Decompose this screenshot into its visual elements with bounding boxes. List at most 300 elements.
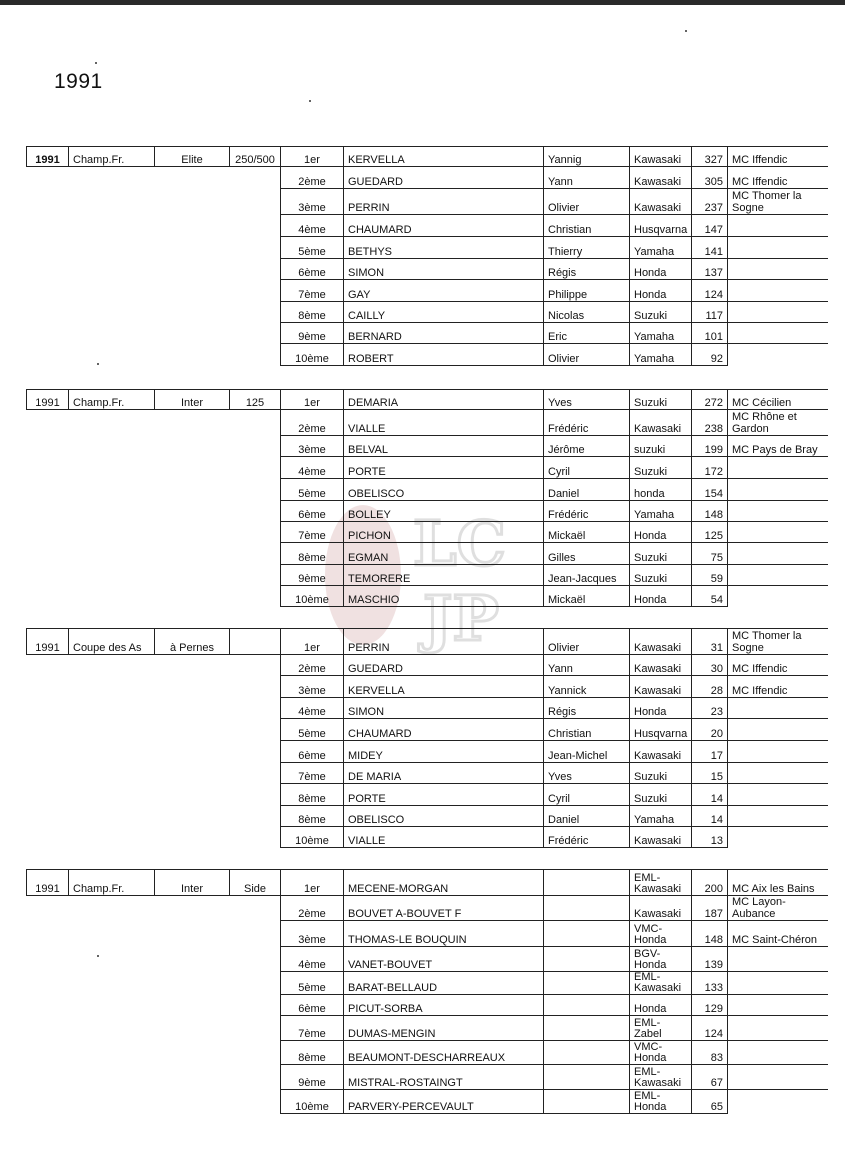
brand-cell: suzuki xyxy=(630,436,692,457)
points-cell: 154 xyxy=(692,479,728,501)
rank-cell: 9ème xyxy=(281,565,344,586)
brand-cell: Kawasaki xyxy=(630,147,692,167)
rider-name-cell: VANET-BOUVET xyxy=(344,947,544,972)
competition-cell: Champ.Fr. xyxy=(69,147,155,167)
rider-name-cell: DUMAS-MENGIN xyxy=(344,1016,544,1041)
rider-name-cell: OBELISCO xyxy=(344,806,544,827)
empty-cell xyxy=(230,259,281,280)
club-cell xyxy=(728,565,828,586)
table-row xyxy=(27,147,828,167)
empty-cell xyxy=(155,1041,230,1065)
category-cell: à Pernes xyxy=(155,629,230,655)
empty-cell xyxy=(155,167,230,189)
rank-cell: 10ème xyxy=(281,344,344,366)
empty-cell xyxy=(230,1090,281,1114)
table-row xyxy=(27,947,828,972)
club-cell: MC Thomer la Sogne xyxy=(728,629,828,655)
rank-cell: 3ème xyxy=(281,921,344,947)
empty-cell xyxy=(27,457,69,479)
rank-cell: 6ème xyxy=(281,259,344,280)
rider-firstname-cell: Régis xyxy=(544,698,630,719)
table-row xyxy=(27,457,828,479)
empty-cell xyxy=(69,323,155,344)
empty-cell xyxy=(155,676,230,698)
table-row xyxy=(27,280,828,302)
table-row xyxy=(27,543,828,565)
empty-cell xyxy=(69,280,155,302)
year-cell: 1991 xyxy=(27,629,69,655)
empty-cell xyxy=(27,189,69,215)
rank-cell: 8ème xyxy=(281,302,344,323)
table-row xyxy=(27,189,828,215)
empty-cell xyxy=(27,586,69,607)
rider-firstname-cell: Régis xyxy=(544,259,630,280)
empty-cell xyxy=(27,259,69,280)
empty-cell xyxy=(230,302,281,323)
empty-cell xyxy=(155,947,230,972)
brand-cell: EML-Zabel xyxy=(630,1016,692,1041)
rank-cell: 5ème xyxy=(281,719,344,741)
brand-cell: EML-Honda xyxy=(630,1090,692,1114)
club-cell: MC Layon-Aubance xyxy=(728,896,828,921)
rank-cell: 7ème xyxy=(281,763,344,784)
rider-name-cell: MECENE-MORGAN xyxy=(344,870,544,896)
points-cell: 15 xyxy=(692,763,728,784)
rider-name-cell: TEMORERE xyxy=(344,565,544,586)
club-cell xyxy=(728,237,828,259)
points-cell: 147 xyxy=(692,215,728,237)
category-cell: Inter xyxy=(155,390,230,410)
rider-firstname-cell xyxy=(544,995,630,1016)
rider-name-cell: PORTE xyxy=(344,784,544,806)
club-cell xyxy=(728,586,828,607)
empty-cell xyxy=(69,344,155,366)
club-cell xyxy=(728,259,828,280)
table-row xyxy=(27,698,828,719)
rider-firstname-cell: Daniel xyxy=(544,806,630,827)
empty-cell xyxy=(155,215,230,237)
table-row xyxy=(27,676,828,698)
empty-cell xyxy=(155,302,230,323)
empty-cell xyxy=(230,565,281,586)
empty-cell xyxy=(155,1065,230,1090)
rider-firstname-cell: Christian xyxy=(544,215,630,237)
table-row xyxy=(27,259,828,280)
results-block xyxy=(26,869,828,1114)
empty-cell xyxy=(27,237,69,259)
empty-cell xyxy=(155,995,230,1016)
rider-name-cell: DE MARIA xyxy=(344,763,544,784)
club-cell xyxy=(728,543,828,565)
empty-cell xyxy=(69,457,155,479)
empty-cell xyxy=(69,189,155,215)
rank-cell: 8ème xyxy=(281,1041,344,1065)
empty-cell xyxy=(69,763,155,784)
club-cell xyxy=(728,741,828,763)
empty-cell xyxy=(27,1090,69,1114)
empty-cell xyxy=(230,719,281,741)
table-row xyxy=(27,390,828,410)
club-cell xyxy=(728,972,828,995)
club-cell xyxy=(728,995,828,1016)
rank-cell: 7ème xyxy=(281,280,344,302)
page-year-title: 1991 xyxy=(54,70,103,93)
rider-firstname-cell: Olivier xyxy=(544,629,630,655)
empty-cell xyxy=(69,586,155,607)
club-cell: MC Pays de Bray xyxy=(728,436,828,457)
category-cell: Inter xyxy=(155,870,230,896)
points-cell: 200 xyxy=(692,870,728,896)
rider-name-cell: BOUVET A-BOUVET F xyxy=(344,896,544,921)
empty-cell xyxy=(27,167,69,189)
empty-cell xyxy=(69,676,155,698)
rider-firstname-cell: Olivier xyxy=(544,344,630,366)
club-cell xyxy=(728,763,828,784)
rider-name-cell: EGMAN xyxy=(344,543,544,565)
points-cell: 137 xyxy=(692,259,728,280)
rider-name-cell: BARAT-BELLAUD xyxy=(344,972,544,995)
empty-cell xyxy=(155,896,230,921)
empty-cell xyxy=(27,344,69,366)
empty-cell xyxy=(230,763,281,784)
rider-firstname-cell: Cyril xyxy=(544,784,630,806)
club-cell xyxy=(728,457,828,479)
empty-cell xyxy=(27,995,69,1016)
table-row xyxy=(27,763,828,784)
empty-cell xyxy=(230,1065,281,1090)
club-cell xyxy=(728,1090,828,1114)
empty-cell xyxy=(27,784,69,806)
points-cell: 148 xyxy=(692,501,728,522)
empty-cell xyxy=(69,741,155,763)
club-cell xyxy=(728,501,828,522)
table-row xyxy=(27,501,828,522)
empty-cell xyxy=(69,302,155,323)
rank-cell: 5ème xyxy=(281,972,344,995)
table-row xyxy=(27,586,828,607)
empty-cell xyxy=(230,676,281,698)
brand-cell: VMC-Honda xyxy=(630,921,692,947)
empty-cell xyxy=(69,806,155,827)
table-row xyxy=(27,629,828,655)
club-cell: MC Thomer la Sogne xyxy=(728,189,828,215)
empty-cell xyxy=(155,479,230,501)
club-cell: MC Iffendic xyxy=(728,676,828,698)
empty-cell xyxy=(69,565,155,586)
empty-cell xyxy=(69,896,155,921)
table-row xyxy=(27,565,828,586)
empty-cell xyxy=(69,522,155,543)
rider-name-cell: VIALLE xyxy=(344,410,544,436)
rider-firstname-cell: Jean-Jacques xyxy=(544,565,630,586)
rank-cell: 10ème xyxy=(281,586,344,607)
rank-cell: 8ème xyxy=(281,543,344,565)
table-row xyxy=(27,522,828,543)
empty-cell xyxy=(230,280,281,302)
rider-firstname-cell: Yves xyxy=(544,763,630,784)
club-cell: MC Cécilien xyxy=(728,390,828,410)
brand-cell: EML-Kawasaki xyxy=(630,1065,692,1090)
club-cell xyxy=(728,827,828,848)
empty-cell xyxy=(27,806,69,827)
results-block xyxy=(26,389,828,607)
empty-cell xyxy=(69,1041,155,1065)
empty-cell xyxy=(230,827,281,848)
empty-cell xyxy=(230,410,281,436)
rider-name-cell: GUEDARD xyxy=(344,655,544,676)
rider-firstname-cell xyxy=(544,896,630,921)
brand-cell: Kawasaki xyxy=(630,741,692,763)
brand-cell: Suzuki xyxy=(630,763,692,784)
empty-cell xyxy=(155,457,230,479)
empty-cell xyxy=(155,698,230,719)
rank-cell: 1er xyxy=(281,147,344,167)
results-table xyxy=(26,869,828,1114)
table-row xyxy=(27,719,828,741)
results-block xyxy=(26,146,828,366)
points-cell: 117 xyxy=(692,302,728,323)
brand-cell: Kawasaki xyxy=(630,189,692,215)
rider-name-cell: KERVELLA xyxy=(344,147,544,167)
club-cell xyxy=(728,806,828,827)
empty-cell xyxy=(155,259,230,280)
empty-cell xyxy=(69,501,155,522)
club-cell xyxy=(728,719,828,741)
empty-cell xyxy=(69,784,155,806)
table-row xyxy=(27,972,828,995)
rider-name-cell: CHAUMARD xyxy=(344,215,544,237)
empty-cell xyxy=(155,1016,230,1041)
rider-firstname-cell xyxy=(544,972,630,995)
rank-cell: 2ème xyxy=(281,167,344,189)
rank-cell: 4ème xyxy=(281,698,344,719)
rider-name-cell: BETHYS xyxy=(344,237,544,259)
brand-cell: Kawasaki xyxy=(630,896,692,921)
empty-cell xyxy=(155,323,230,344)
year-cell: 1991 xyxy=(27,870,69,896)
points-cell: 20 xyxy=(692,719,728,741)
empty-cell xyxy=(69,995,155,1016)
empty-cell xyxy=(230,1041,281,1065)
empty-cell xyxy=(230,1016,281,1041)
empty-cell xyxy=(155,565,230,586)
rank-cell: 10ème xyxy=(281,827,344,848)
rider-firstname-cell xyxy=(544,1016,630,1041)
club-cell xyxy=(728,323,828,344)
empty-cell xyxy=(155,763,230,784)
empty-cell xyxy=(155,543,230,565)
points-cell: 65 xyxy=(692,1090,728,1114)
club-cell xyxy=(728,1041,828,1065)
empty-cell xyxy=(155,719,230,741)
rider-name-cell: SIMON xyxy=(344,259,544,280)
empty-cell xyxy=(69,972,155,995)
competition-cell: Champ.Fr. xyxy=(69,870,155,896)
results-table xyxy=(26,389,828,607)
empty-cell xyxy=(27,741,69,763)
points-cell: 14 xyxy=(692,806,728,827)
empty-cell xyxy=(27,719,69,741)
class-cell: Side xyxy=(230,870,281,896)
empty-cell xyxy=(27,501,69,522)
rider-name-cell: PERRIN xyxy=(344,629,544,655)
brand-cell: Honda xyxy=(630,586,692,607)
rider-name-cell: KERVELLA xyxy=(344,676,544,698)
empty-cell xyxy=(27,676,69,698)
brand-cell: Honda xyxy=(630,259,692,280)
empty-cell xyxy=(155,410,230,436)
empty-cell xyxy=(69,947,155,972)
table-row xyxy=(27,995,828,1016)
rider-name-cell: GAY xyxy=(344,280,544,302)
points-cell: 31 xyxy=(692,629,728,655)
rider-firstname-cell xyxy=(544,921,630,947)
rank-cell: 9ème xyxy=(281,1065,344,1090)
rider-firstname-cell: Gilles xyxy=(544,543,630,565)
club-cell xyxy=(728,1016,828,1041)
club-cell xyxy=(728,522,828,543)
points-cell: 17 xyxy=(692,741,728,763)
points-cell: 30 xyxy=(692,655,728,676)
empty-cell xyxy=(155,189,230,215)
brand-cell: Yamaha xyxy=(630,806,692,827)
brand-cell: Kawasaki xyxy=(630,655,692,676)
rider-name-cell: PERRIN xyxy=(344,189,544,215)
club-cell: MC Rhône et Gardon xyxy=(728,410,828,436)
rider-firstname-cell: Mickaël xyxy=(544,522,630,543)
empty-cell xyxy=(230,344,281,366)
scan-speck xyxy=(685,30,687,32)
brand-cell: EML-Kawasaki xyxy=(630,870,692,896)
results-table xyxy=(26,146,828,366)
empty-cell xyxy=(230,237,281,259)
empty-cell xyxy=(27,323,69,344)
brand-cell: Honda xyxy=(630,698,692,719)
brand-cell: Yamaha xyxy=(630,501,692,522)
rank-cell: 3ème xyxy=(281,436,344,457)
rank-cell: 7ème xyxy=(281,1016,344,1041)
rank-cell: 5ème xyxy=(281,237,344,259)
competition-cell: Coupe des As xyxy=(69,629,155,655)
year-cell: 1991 xyxy=(27,390,69,410)
empty-cell xyxy=(230,741,281,763)
table-row xyxy=(27,921,828,947)
empty-cell xyxy=(155,741,230,763)
points-cell: 305 xyxy=(692,167,728,189)
table-row xyxy=(27,655,828,676)
empty-cell xyxy=(230,189,281,215)
points-cell: 238 xyxy=(692,410,728,436)
brand-cell: Yamaha xyxy=(630,237,692,259)
empty-cell xyxy=(27,972,69,995)
empty-cell xyxy=(230,543,281,565)
empty-cell xyxy=(27,763,69,784)
empty-cell xyxy=(155,784,230,806)
empty-cell xyxy=(155,501,230,522)
brand-cell: Kawasaki xyxy=(630,167,692,189)
empty-cell xyxy=(69,410,155,436)
rank-cell: 1er xyxy=(281,390,344,410)
empty-cell xyxy=(230,479,281,501)
empty-cell xyxy=(69,215,155,237)
rider-firstname-cell xyxy=(544,870,630,896)
club-cell: MC Iffendic xyxy=(728,167,828,189)
empty-cell xyxy=(230,972,281,995)
rider-firstname-cell: Philippe xyxy=(544,280,630,302)
empty-cell xyxy=(230,947,281,972)
empty-cell xyxy=(27,436,69,457)
points-cell: 272 xyxy=(692,390,728,410)
table-row xyxy=(27,479,828,501)
rank-cell: 1er xyxy=(281,870,344,896)
empty-cell xyxy=(69,1065,155,1090)
rider-firstname-cell: Jérôme xyxy=(544,436,630,457)
empty-cell xyxy=(230,323,281,344)
brand-cell: Honda xyxy=(630,995,692,1016)
points-cell: 92 xyxy=(692,344,728,366)
top-border-line xyxy=(0,0,845,5)
brand-cell: Yamaha xyxy=(630,323,692,344)
points-cell: 327 xyxy=(692,147,728,167)
rider-firstname-cell: Olivier xyxy=(544,189,630,215)
empty-cell xyxy=(27,827,69,848)
rank-cell: 1er xyxy=(281,629,344,655)
points-cell: 67 xyxy=(692,1065,728,1090)
empty-cell xyxy=(27,302,69,323)
empty-cell xyxy=(27,479,69,501)
rank-cell: 8ème xyxy=(281,784,344,806)
rank-cell: 9ème xyxy=(281,323,344,344)
club-cell: MC Saint-Chéron xyxy=(728,921,828,947)
empty-cell xyxy=(27,921,69,947)
brand-cell: Kawasaki xyxy=(630,629,692,655)
empty-cell xyxy=(230,896,281,921)
table-row xyxy=(27,806,828,827)
empty-cell xyxy=(155,806,230,827)
brand-cell: Suzuki xyxy=(630,302,692,323)
empty-cell xyxy=(230,698,281,719)
table-row xyxy=(27,1016,828,1041)
table-row xyxy=(27,870,828,896)
rank-cell: 6ème xyxy=(281,995,344,1016)
empty-cell xyxy=(27,543,69,565)
empty-cell xyxy=(230,784,281,806)
rider-firstname-cell: Cyril xyxy=(544,457,630,479)
empty-cell xyxy=(27,655,69,676)
club-cell xyxy=(728,280,828,302)
rider-name-cell: BEAUMONT-DESCHARREAUX xyxy=(344,1041,544,1065)
rider-firstname-cell: Mickaël xyxy=(544,586,630,607)
rider-name-cell: DEMARIA xyxy=(344,390,544,410)
scan-speck xyxy=(309,100,311,102)
club-cell xyxy=(728,215,828,237)
rider-firstname-cell: Jean-Michel xyxy=(544,741,630,763)
points-cell: 14 xyxy=(692,784,728,806)
points-cell: 133 xyxy=(692,972,728,995)
table-row xyxy=(27,741,828,763)
rank-cell: 6ème xyxy=(281,741,344,763)
empty-cell xyxy=(230,586,281,607)
rider-firstname-cell: Frédéric xyxy=(544,410,630,436)
table-row xyxy=(27,1065,828,1090)
empty-cell xyxy=(69,827,155,848)
table-row xyxy=(27,827,828,848)
rider-name-cell: OBELISCO xyxy=(344,479,544,501)
empty-cell xyxy=(69,1016,155,1041)
empty-cell xyxy=(230,806,281,827)
table-row xyxy=(27,302,828,323)
rider-firstname-cell: Yves xyxy=(544,390,630,410)
